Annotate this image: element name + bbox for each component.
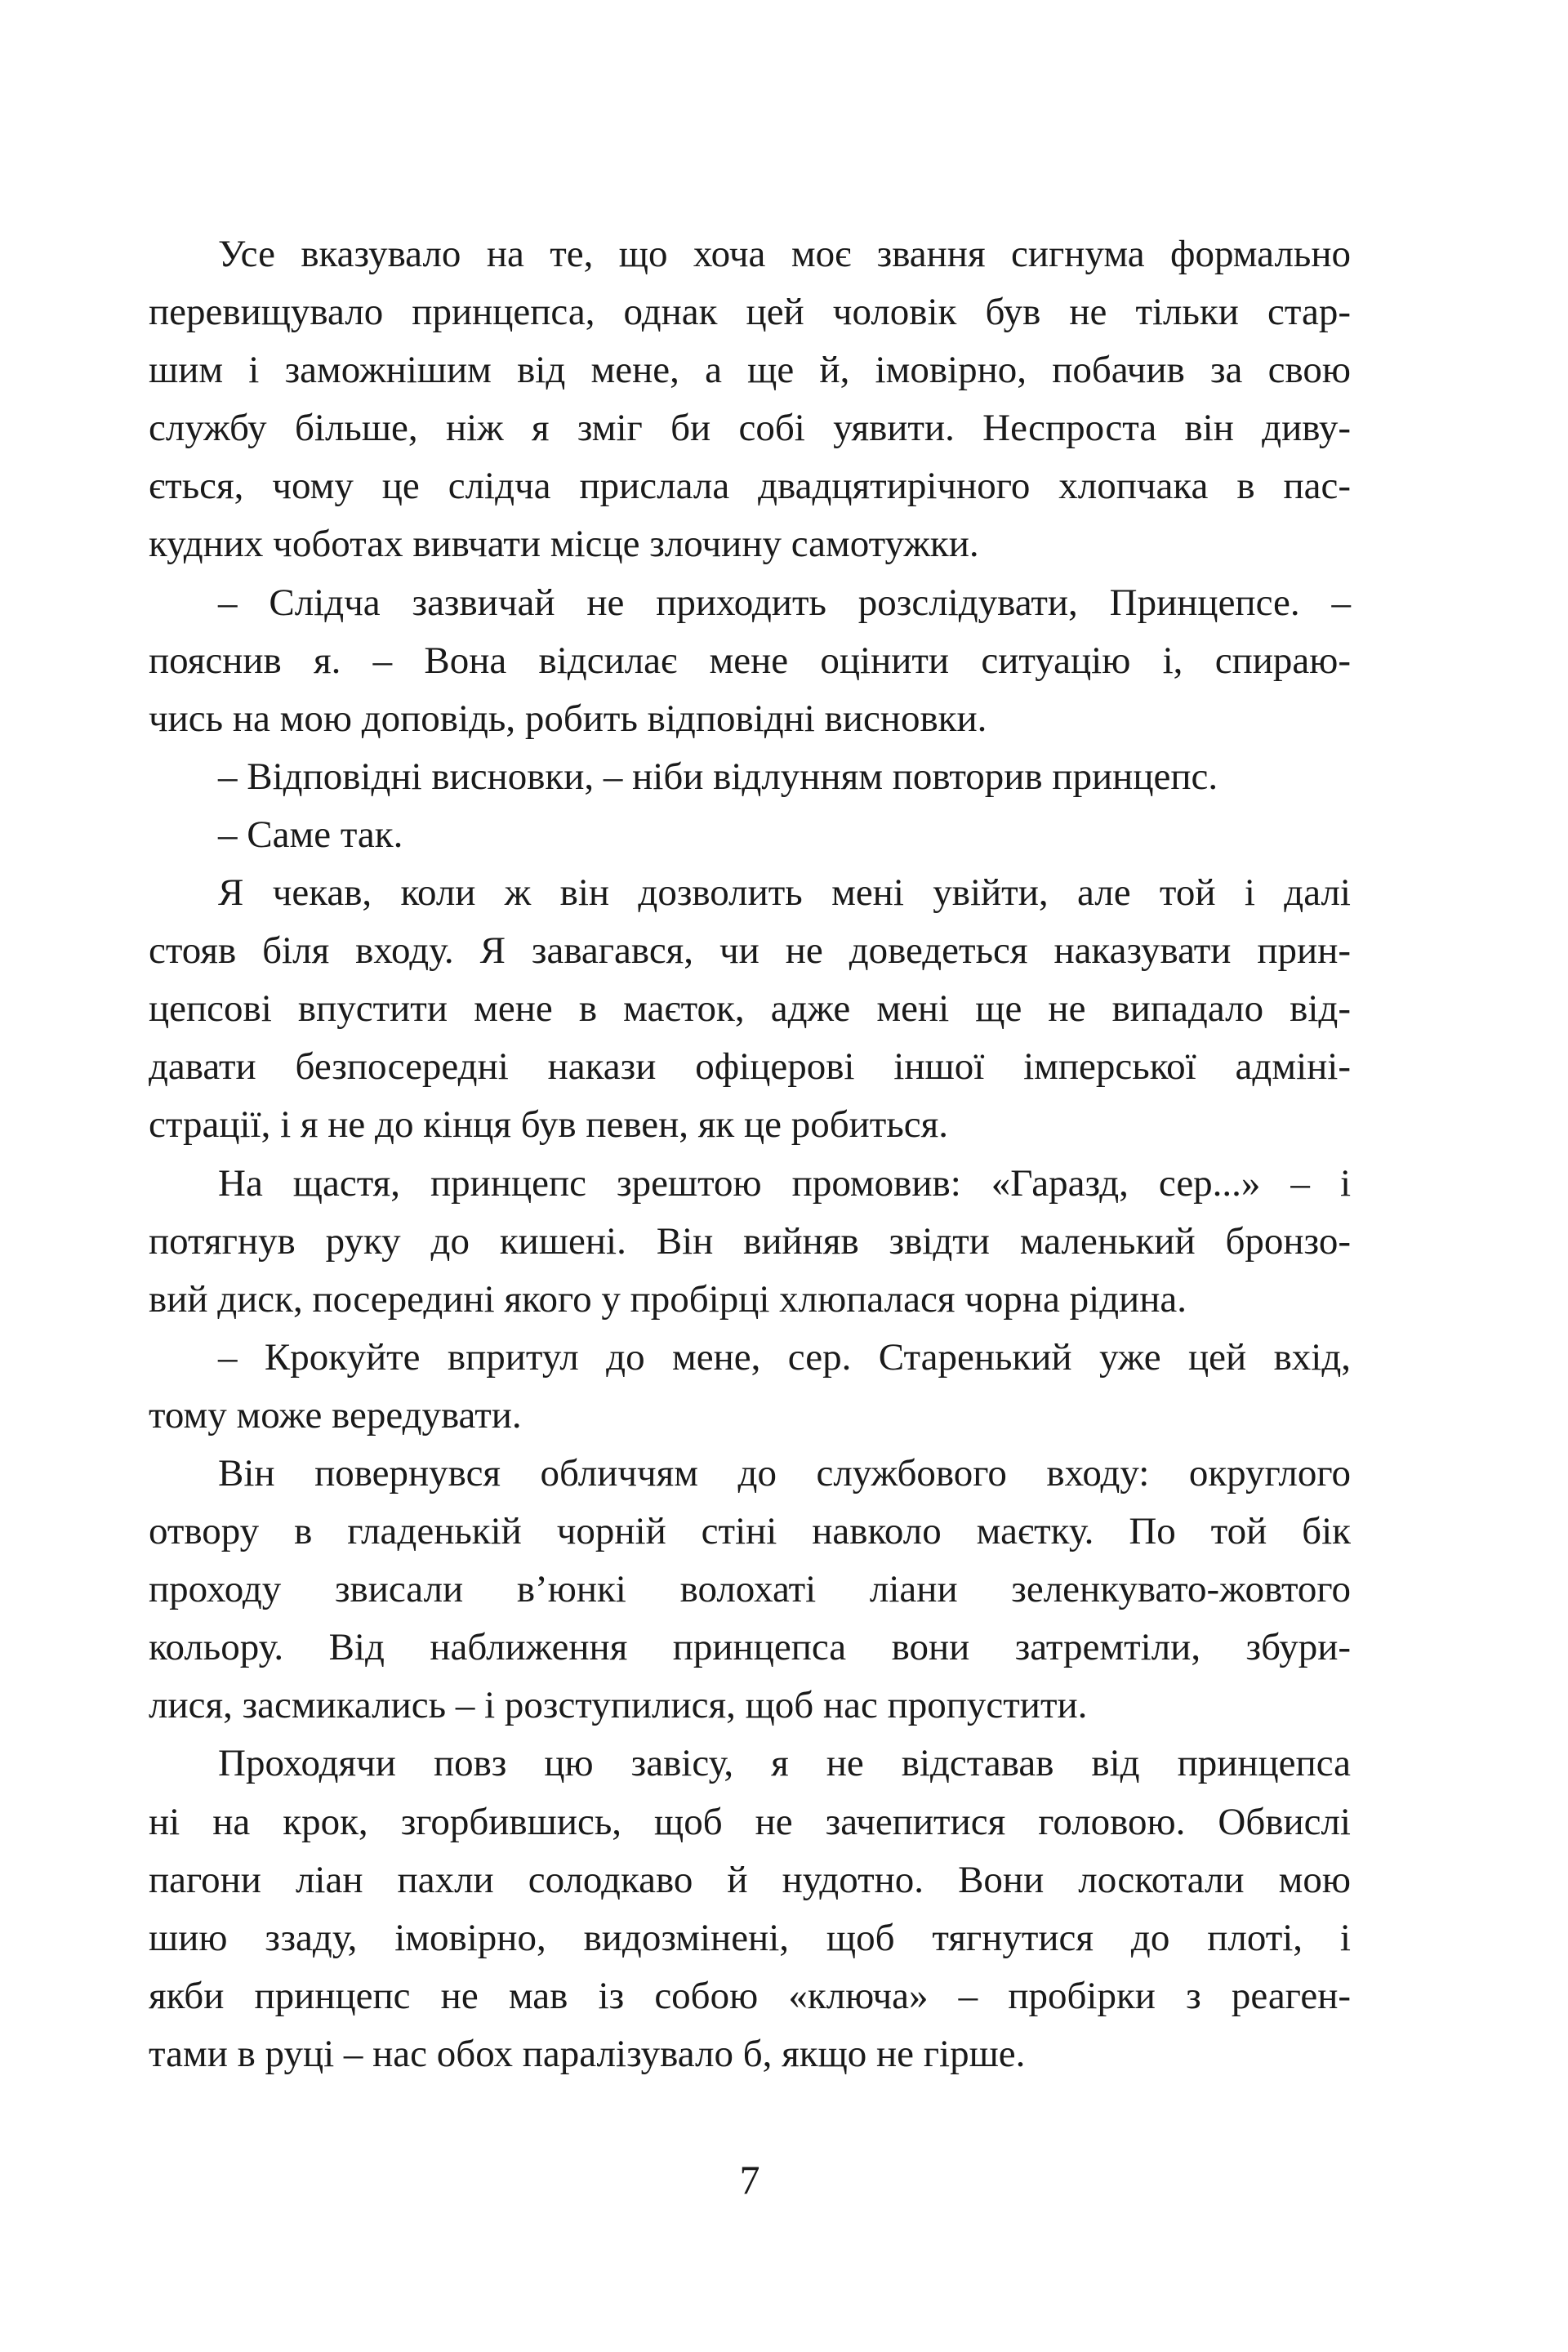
text-line-content: ні на крок, згорбившись, щоб не зачепитися головою. Обвислі [149,1800,1351,1843]
text-line [149,806,1351,864]
paragraph [149,748,1351,806]
text-line [149,1271,1351,1329]
text-line [149,748,1351,806]
text-line [149,283,1351,341]
text-line [149,1387,1351,1445]
text-line-content: – Крокуйте впритул до мене, сер. Старенький уже цей вхід, [218,1335,1351,1379]
text-line-content: тами в руці – нас обох паралізувало б, якщо не гірше. [149,2032,1026,2075]
text-line [149,690,1351,748]
text-line [149,1445,1351,1503]
text-line [149,1213,1351,1271]
paragraph [149,806,1351,864]
text-line [149,1155,1351,1213]
text-line [149,1503,1351,1561]
text-line [149,2025,1351,2083]
text-line [149,1038,1351,1096]
text-line-content: На щастя, принцепс зрештою промовив: «Гаразд, сер...» – і [218,1161,1351,1205]
text-line-content: кудних чоботах вивчати місце злочину самотужки. [149,523,979,566]
text-line [149,1677,1351,1735]
text-line [149,1735,1351,1793]
text-line-content: вий диск, посередині якого у пробірці хлюпалася чорна рідина. [149,1277,1187,1321]
paragraph [149,864,1351,1154]
text-line-content: цепсові впустити мене в маєток, адже мені ще не випадало від- [149,987,1351,1031]
page-body-text [149,225,1351,2083]
text-line [149,1793,1351,1851]
text-line-content: отвору в гладенькій чорній стіні навколо маєтку. По той бік [149,1510,1351,1553]
page-number: 7 [739,2157,760,2203]
text-line [149,574,1351,632]
text-line-content: чись на мою доповідь, робить відповідні висновки. [149,697,987,740]
text-line [149,1619,1351,1677]
paragraph [149,1445,1351,1735]
text-line-content: шию ззаду, імовірно, видозмінені, щоб тягнутися до плоті, і [149,1916,1351,1959]
text-line [149,1851,1351,1909]
paragraph [149,1155,1351,1329]
paragraph [149,225,1351,574]
text-line-content: ється, чому це слідча прислала двадцятирічного хлопчака в пас- [149,465,1351,508]
text-line-content: пояснив я. – Вона відсилає мене оцінити ситуацію і, спираю- [149,639,1351,682]
text-line [149,864,1351,922]
text-line-content: давати безпосередні накази офіцерові іншої імперської адміні- [149,1045,1351,1089]
text-line-content: – Слідча зазвичай не приходить розслідувати, Принцепсе. – [218,581,1351,624]
text-line-content: кольору. Від наближення принцепса вони затремтіли, збури- [149,1626,1351,1669]
text-line-content: – Відповідні висновки, – ніби відлунням повторив принцепс. [218,755,1218,798]
text-line-content: службу більше, ніж я зміг би собі уявити. Неспроста він диву- [149,407,1351,450]
text-line-content: потягнув руку до кишені. Він вийняв звідти маленький бронзо- [149,1219,1351,1263]
text-line-content: Я чекав, коли ж він дозволить мені увійти, але той і далі [218,871,1351,915]
text-line [149,1967,1351,2025]
text-line-content: перевищувало принцепса, однак цей чоловік був не тільки стар- [149,291,1351,334]
paragraph [149,574,1351,748]
text-line-content: стояв біля входу. Я завагався, чи не доведеться наказувати прин- [149,929,1351,973]
text-line [149,1096,1351,1154]
text-line-content: шим і заможнішим від мене, а ще й, імовірно, побачив за свою [149,349,1351,392]
text-line [149,515,1351,573]
text-line-content: проходу звисали в’юнкі волохаті ліани зеленкувато-жовтого [149,1568,1351,1611]
text-line [149,1561,1351,1619]
text-line-content: страції, і я не до кінця був певен, як це робиться. [149,1103,949,1147]
text-line [149,341,1351,399]
paragraph [149,1329,1351,1445]
paragraph [149,1735,1351,2083]
text-line-content: Усе вказувало на те, що хоча моє звання сигнума формально [218,233,1351,275]
text-line [149,922,1351,980]
text-line-content: пагони ліан пахли солодкаво й нудотно. Вони лоскотали мою [149,1858,1351,1901]
text-line [149,457,1351,515]
text-line-content: Він повернувся обличчям до службового входу: округлого [218,1451,1351,1494]
text-line [149,1329,1351,1387]
text-line [149,225,1351,283]
text-line [149,980,1351,1038]
text-line [149,632,1351,690]
text-line-content: тому може вередувати. [149,1393,522,1437]
text-line-content: якби принцепс не мав із собою «ключа» – пробірки з реаген- [149,1974,1351,2017]
text-line [149,1909,1351,1967]
text-line-content: Проходячи повз цю завісу, я не відставав від принцепса [218,1742,1351,1785]
text-line-content: – Саме так. [218,813,403,856]
text-line [149,399,1351,457]
text-line-content: лися, засмикались – і розступилися, щоб нас пропустити. [149,1684,1088,1727]
